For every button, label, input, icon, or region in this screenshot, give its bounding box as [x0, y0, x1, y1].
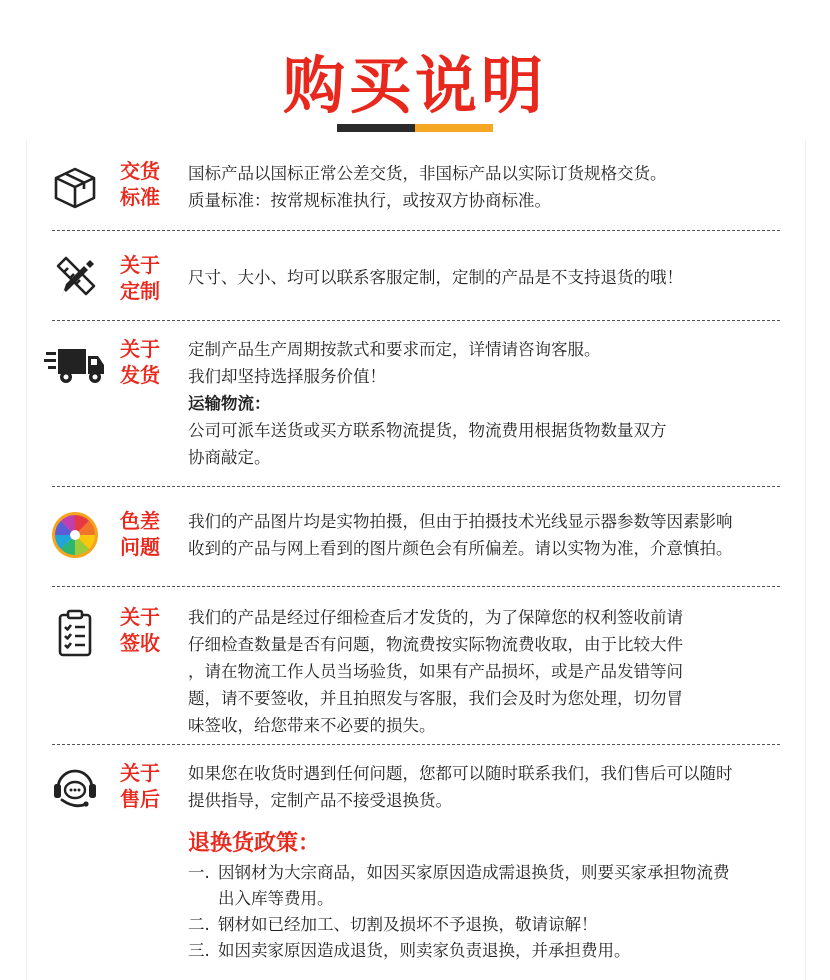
section-label: 关于 定制 — [120, 253, 160, 303]
package-box-icon — [50, 162, 100, 212]
section-text: 国标产品以国标正常公差交货，非国标产品以实际订货规格交货。 质量标准：按常规标准执行，或按双方协商标准。 — [188, 164, 667, 210]
section-text: 我们的产品图片均是实物拍摄，但由于拍摄技术光线显示器参数等因素影响 收到的产品与网上看到的图片颜色会有所偏差。请以实物为准，介意慎拍。 — [188, 512, 733, 558]
return-policy-title: 退换货政策： — [188, 831, 321, 856]
delivery-truck-icon — [44, 340, 106, 390]
section-label: 交货 标准 — [120, 159, 160, 209]
list-item: 三. 如因卖家原因造成退货，则卖家负责退换，并承担费用。 — [188, 941, 631, 960]
divider — [52, 486, 780, 487]
section-label: 色差 问题 — [120, 509, 160, 559]
title-underline-orange — [415, 124, 493, 132]
list-item: 二. 钢材如已经加工、切割及损坏不予退换，敬请谅解！ — [188, 915, 598, 934]
divider — [52, 320, 780, 321]
title-underline — [337, 124, 493, 132]
section-label: 关于 售后 — [120, 761, 160, 811]
divider — [52, 586, 780, 587]
section-text: 定制产品生产周期按款式和要求而定，详情请咨询客服。 我们却坚持选择服务价值！ 运输物流： 公司可派车送货或买方联系物流提货，物流费用根据货物数量双方 协商敲定。 — [188, 336, 788, 471]
logistics-subheading: 运输物流： — [188, 394, 271, 413]
section-text: 尺寸、大小、均可以联系客服定制，定制的产品是不支持退货的哦！ — [188, 268, 683, 287]
section-label: 关于 发货 — [120, 337, 160, 387]
title-underline-dark — [337, 124, 415, 132]
clipboard-checklist-icon — [50, 608, 100, 658]
divider — [52, 230, 780, 231]
page-title: 购买说明 — [282, 49, 547, 122]
headset-support-icon — [50, 762, 100, 812]
color-wheel-icon — [50, 510, 100, 560]
section-text: 如果您在收货时遇到任何问题，您都可以随时联系我们，我们售后可以随时 提供指导，定制产品不接受退换货。 — [188, 764, 733, 810]
divider — [52, 744, 780, 745]
list-item: 一. 因钢材为大宗商品，如因买家原因造成需退换货，则要买家承担物流费 出入库等费用。 — [188, 863, 730, 908]
section-text: 我们的产品是经过仔细检查后才发货的，为了保障您的权利签收前请 仔细检查数量是否有问题，物流费按实际物流费收取，由于比较大件 ，请在物流工作人员当场验货，如果有产品损坏，或是产品发错等问 题，请不要签收，并且拍照发与客服，我们会及时为您处理，切勿冒 味签收，给您带来不必要的损失。 — [188, 608, 683, 735]
return-policy-list — [188, 860, 788, 964]
pencil-ruler-icon — [50, 252, 100, 302]
section-label: 关于 签收 — [120, 605, 160, 655]
